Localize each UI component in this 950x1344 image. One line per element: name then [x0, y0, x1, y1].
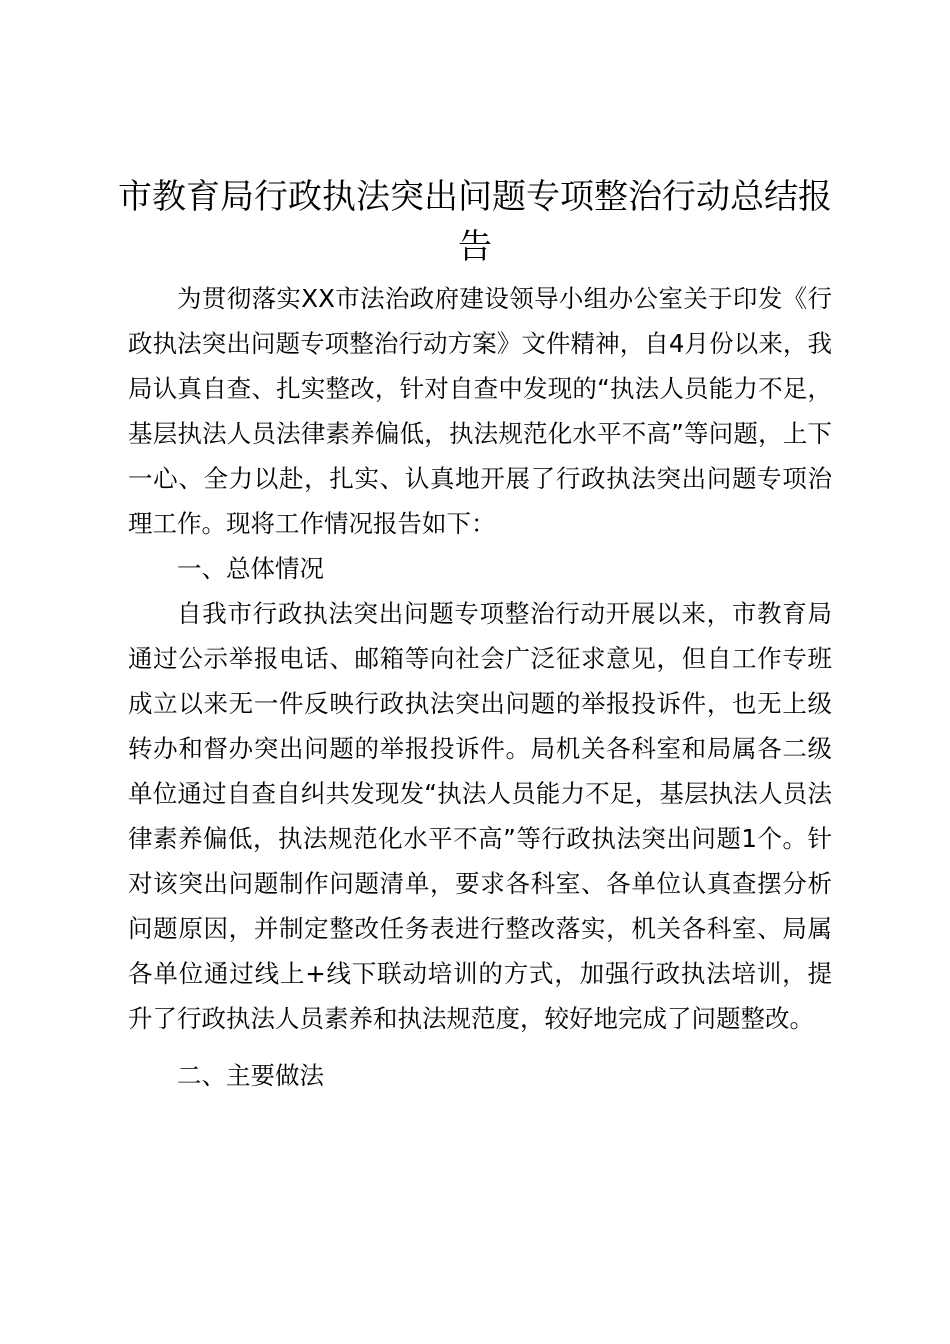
document-title: 市教育局行政执法突出问题专项整治行动总结报告: [118, 177, 832, 267]
section-heading-overview: 一、总体情况: [177, 554, 324, 583]
document-body: [128, 276, 832, 1098]
overview-paragraph: 自我市行政执法突出问题专项整治行动开展以来，市教育局通过公示举报电话、邮箱等向社会广泛征求意见，但自工作专班成立以来无一件反映行政执法突出问题的举报投诉件，也无上级转办和督办突出问题的举报投诉件。局机关各科室和局属各二级单位通过自查自纠共发现发“执法人员能力不足，基层执法人员法律素养偏低，执法规范化水平不高”等行政执法突出问题1个。针对该突出问题制作问题清单，要求各科室、各单位认真查摆分析问题原因，并制定整改任务表进行整改落实，机关各科室、局属各单位通过线上+线下联动培训的方式，加强行政执法培训，提升了行政执法人员素养和执法规范度，较好地完成了问题整改。: [128, 599, 832, 1033]
section-heading-main-practices: 二、主要做法: [177, 1061, 324, 1090]
intro-paragraph: 为贯彻落实XX市法治政府建设领导小组办公室关于印发《行政执法突出问题专项整治行动方案》文件精神，自4月份以来，我局认真自查、扎实整改，针对自查中发现的“执法人员能力不足，基层执法人员法律素养偏低，执法规范化水平不高”等问题，上下一心、全力以赴，扎实、认真地开展了行政执法突出问题专项治理工作。现将工作情况报告如下：: [128, 284, 832, 538]
